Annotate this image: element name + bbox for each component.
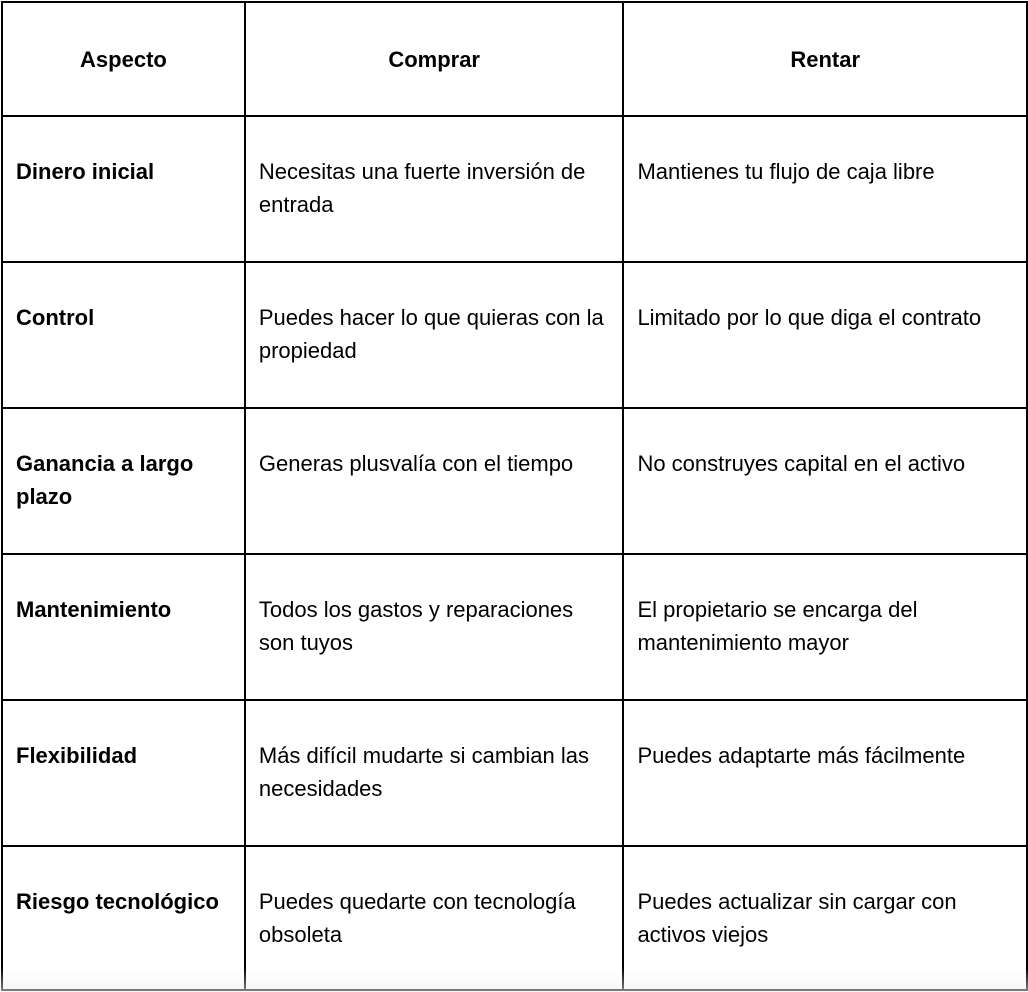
comprar-cell: Generas plusvalía con el tiempo [245, 408, 624, 554]
row-label: Riesgo tecnológico [2, 846, 245, 990]
row-label: Ganancia a largo plazo [2, 408, 245, 554]
table-row [2, 554, 1027, 700]
table-header-row [2, 2, 1027, 116]
comparison-table [1, 1, 1028, 991]
rentar-cell: No construyes capital en el activo [623, 408, 1027, 554]
comprar-cell: Puedes quedarte con tecnología obsoleta [245, 846, 624, 990]
row-label: Dinero inicial [2, 116, 245, 262]
comprar-cell: Todos los gastos y reparaciones son tuyos [245, 554, 624, 700]
table-row [2, 408, 1027, 554]
row-label: Control [2, 262, 245, 408]
table-row [2, 846, 1027, 990]
header-aspecto: Aspecto [2, 2, 245, 116]
header-comprar: Comprar [245, 2, 624, 116]
table-row [2, 116, 1027, 262]
comprar-cell: Necesitas una fuerte inversión de entrada [245, 116, 624, 262]
table-row [2, 700, 1027, 846]
rentar-cell: Puedes adaptarte más fácilmente [623, 700, 1027, 846]
row-label: Flexibilidad [2, 700, 245, 846]
row-label: Mantenimiento [2, 554, 245, 700]
table-row [2, 262, 1027, 408]
rentar-cell: Mantienes tu flujo de caja libre [623, 116, 1027, 262]
rentar-cell: Limitado por lo que diga el contrato [623, 262, 1027, 408]
rentar-cell: El propietario se encarga del mantenimiento mayor [623, 554, 1027, 700]
comprar-cell: Puedes hacer lo que quieras con la propiedad [245, 262, 624, 408]
header-rentar: Rentar [623, 2, 1027, 116]
rentar-cell: Puedes actualizar sin cargar con activos viejos [623, 846, 1027, 990]
comprar-cell: Más difícil mudarte si cambian las necesidades [245, 700, 624, 846]
